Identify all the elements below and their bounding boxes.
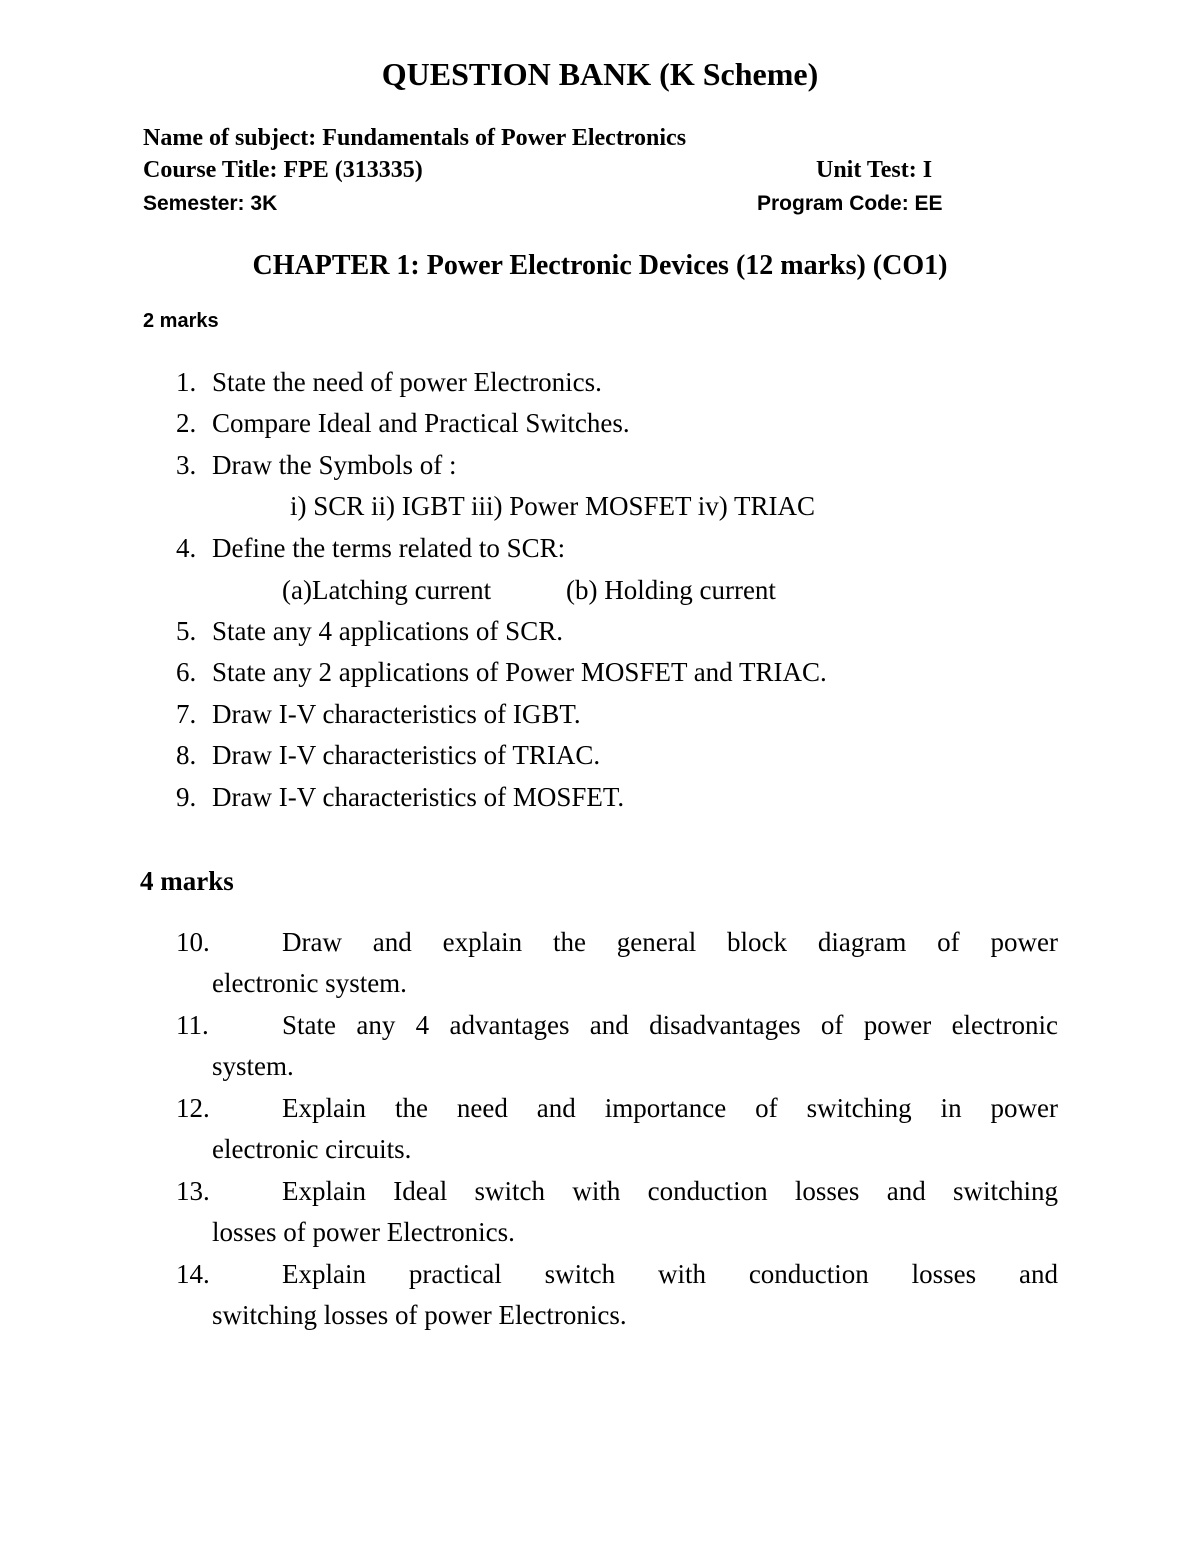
question-number: 7. — [176, 699, 197, 729]
subject-name: Name of subject: Fundamentals of Power Electronics — [143, 125, 687, 151]
question-number: 14. — [176, 1259, 210, 1289]
question-subpart-b: (b) Holding current — [566, 575, 776, 605]
question-number: 5. — [176, 616, 197, 646]
question-text: State any 4 advantages and disadvantages of power electronic — [282, 1010, 1058, 1040]
question-number: 13. — [176, 1176, 210, 1206]
question-text-continued: switching losses of power Electronics. — [212, 1300, 627, 1330]
question-number: 1. — [176, 367, 197, 397]
unit-test: Unit Test: I — [816, 157, 933, 183]
question-text-continued: system. — [212, 1051, 294, 1081]
question-subparts: i) SCR ii) IGBT iii) Power MOSFET iv) TRIAC — [290, 491, 816, 521]
question-number: 2. — [176, 408, 197, 438]
question-number: 10. — [176, 927, 210, 957]
question-text: State any 4 applications of SCR. — [212, 616, 563, 646]
question-number: 3. — [176, 450, 197, 480]
question-text: Explain practical switch with conduction losses and — [282, 1259, 1058, 1289]
question-text-continued: electronic circuits. — [212, 1134, 412, 1164]
question-text-continued: losses of power Electronics. — [212, 1217, 515, 1247]
question-text: Draw the Symbols of : — [212, 450, 457, 480]
four-marks-heading: 4 marks — [140, 866, 234, 896]
question-text: Compare Ideal and Practical Switches. — [212, 408, 630, 438]
question-text: Explain Ideal switch with conduction losses and switching — [282, 1176, 1058, 1206]
question-text: State the need of power Electronics. — [212, 367, 602, 397]
question-text-continued: electronic system. — [212, 968, 407, 998]
semester: Semester: 3K — [143, 192, 278, 215]
question-text: Draw I-V characteristics of IGBT. — [212, 699, 581, 729]
chapter-title: CHAPTER 1: Power Electronic Devices (12 marks) (CO1) — [252, 250, 948, 281]
question-text: Draw I-V characteristics of MOSFET. — [212, 782, 625, 812]
question-text: State any 2 applications of Power MOSFET and TRIAC. — [212, 657, 827, 687]
question-number: 11. — [176, 1010, 209, 1040]
program-code: Program Code: EE — [757, 192, 943, 215]
question-text: Draw and explain the general block diagram of power — [282, 927, 1058, 957]
question-number: 4. — [176, 533, 197, 563]
question-number: 12. — [176, 1093, 210, 1123]
course-title: Course Title: FPE (313335) — [143, 157, 423, 183]
question-number: 9. — [176, 782, 197, 812]
page-title: QUESTION BANK (K Scheme) — [381, 56, 819, 92]
question-text: Explain the need and importance of switching in power — [282, 1093, 1058, 1123]
question-subpart-a: (a)Latching current — [282, 575, 492, 605]
question-text: Draw I-V characteristics of TRIAC. — [212, 740, 601, 770]
two-marks-heading: 2 marks — [143, 310, 219, 332]
question-number: 6. — [176, 657, 197, 687]
question-number: 8. — [176, 740, 197, 770]
question-text: Define the terms related to SCR: — [212, 533, 566, 563]
